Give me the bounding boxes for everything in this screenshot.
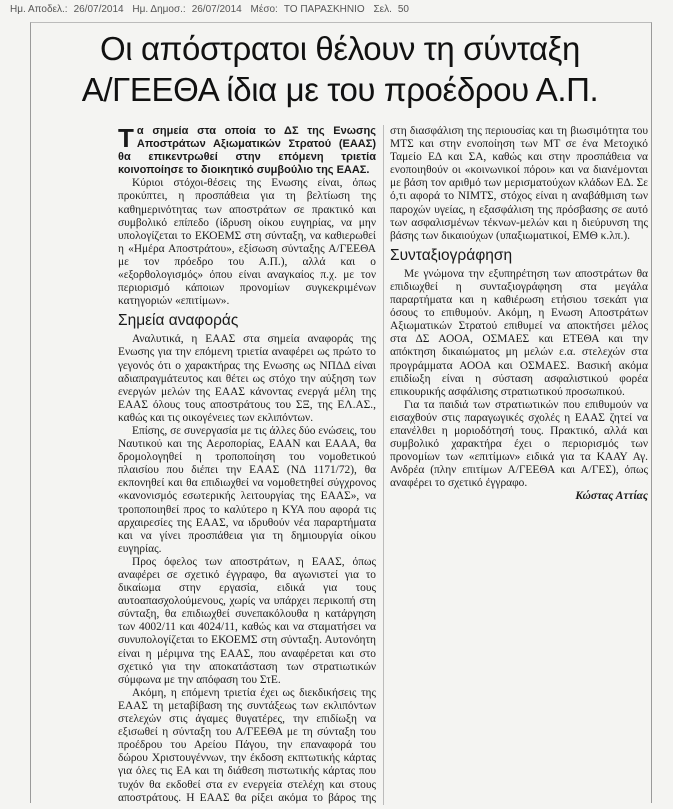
issue-label: Ημ. Δημοσ.:: [132, 4, 186, 15]
medium-label: Μέσο:: [250, 4, 278, 15]
published-label: Ημ. Αποδελ.:: [10, 4, 68, 15]
medium-name: ΤΟ ΠΑΡΑΣΚΗΝΙΟ: [283, 4, 365, 15]
lead-text: α σημεία στα οποία το ΔΣ της Ενωσης Αποστράτων Αξιωματικών Στρατού (ΕΑΑΣ) θα επικεντρωθεί στην επόμενη τριετία κοινοποίησε το διοικητικό συμβούλιο της ΕΑΑΣ.: [118, 125, 376, 177]
paragraph-7: Για τα παιδιά των στρατιωτικών που επιθυμούν να εισαχθούν στις παραγωγικές σχολές η ΕΑΑΣ ζητεί να επανέλθει η μοριοδότησή τους. Πρακτικό, αλλά και συμβολικό χαρακτήρα έχει ο περιορισμός των προνομίων των «επιτίμων» ειδικά για τα ΚΑΑΥ Αγ. Ανδρέα (πλην επιτίμων Α/ΓΕΕΘΑ και Α/ΓΕΣ), όπως αναφέρει το σχετικό έγγραφο.: [390, 398, 648, 490]
drop-cap: Τ: [118, 125, 134, 153]
paragraph-4: Προς όφελος των αποστράτων, η ΕΑΑΣ, όπως αναφέρει σε σχετικό έγγραφο, θα αγωνιστεί για το δικαίωμα στην εργασία, ειδικά για τους αυτοαπασχολούμενους, χωρίς να υπάρχει περικοπή στη σύνταξη, θα επιδιωχθεί συνεπακόλουθα η κατάργηση των 4002/11 και 4024/11, καθώς και να σταματήσει να συνυπολογίζεται το ΕΚΟΕΜΣ στη σύνταξη. Αυτονόητη είναι η μέριμνα της ΕΑΑΣ, που αναφέρεται και στο σχετικό για την αποκατάσταση των στρατιωτικών σύμφωνα με την απόφαση του ΣτΕ.: [118, 555, 376, 686]
paragraph-3: Επίσης, σε συνεργασία με τις άλλες δύο ενώσεις, του Ναυτικού και της Αεροπορίας, ΕΑΑΝ και ΕΑΑΑ, θα δρομολογηθεί η τροποποίηση του νομοθετικού πλαισίου που διέπει την ΕΑΑΣ (ΝΔ 1171/72), θα εκπονηθεί και θα επιδιωχθεί να νομοθετηθεί σύγχρονος «κανονισμός εσωτερικής λειτουργίας της ΕΑΑΣ», να τροποποιηθεί προς το καλύτερο η ΚΥΑ που αφορά τις αρχαιρεσίες της ΕΑΑΣ, να ιδρυθούν νέα παραρτήματα και να γίνει προσπάθεια για τη δημιουργία οίκου ευγηρίας.: [118, 424, 376, 555]
article-body: [118, 125, 648, 805]
article-lead: [118, 125, 376, 177]
paragraph-1: Κύριοι στόχοι-θέσεις της Ενωσης είναι, όπως προκύπτει, η προσπάθεια για τη βελτίωση της καθημερινότητας των αποστράτων σε πρακτικό και συμβολικό επίπεδο (ίδρυση οίκου ευγηρίας, να μην υπολογίζεται το ΕΚΟΕΜΣ στη σύνταξη, να καθιερωθεί η «Ημέρα Αποστράτου», εξίσωση σύνταξης Α/ΓΕΕΘΑ με τον πρόεδρο του Α.Π.), αλλά και ο «εξορθολογισμός» όπου είναι αναγκαίος π.χ. με τον περιορισμό κάποιων προνομίων συγκεκριμένων κατηγοριών «επιτίμων».: [118, 177, 376, 308]
paragraph-6: Με γνώμονα την εξυπηρέτηση των αποστράτων θα επιδιωχθεί η συνταξιογράφηση στα μεγάλα παραρτήματα και η καθιέρωση ετήσιου τσεκάπ για όσους το επιθυμούν. Ακόμη, η Ενωση Αποστράτων Αξιωματικών Στρατού επιθυμεί να αποκτήσει μέλος στα ΔΣ ΑΟΟΑ, ΟΣΜΑΕΣ και ΕΤΕΘΑ και την απόκτηση δικαιώματος μη μελών ε.α. στελεχών στα προγράμματα ΑΟΟΑ και ΟΣΜΑΕΣ. Βασική ακόμα επιδίωξη είναι η σύσταση ασφαλιστικού φορέα επικουρικής ασφάλισης στρατιωτικού προσωπικού.: [390, 267, 648, 398]
headline-line-2: Α/ΓΕΕΘΑ ίδια με του προέδρου Α.Π.: [81, 71, 599, 108]
paragraph-2: Αναλυτικά, η ΕΑΑΣ στα σημεία αναφοράς της Ενωσης για την επόμενη τριετία αναφέρει ως πρώτο το γεγονός ότι ο χαρακτήρας της Ενωσης ως ΝΠΔΔ είναι αδιαπραγμάτευτος και θέτει ως στόχο την αύξηση των ενεργών μελών της ΕΑΑΣ κάνοντας ενεργά μέλη της ΕΑΑΣ όλους τους αποστράτους του ΣΞ, της ΕΛ.ΑΣ., καθώς και τις οικογένειες των εκλιπόντων.: [118, 333, 376, 424]
subheading-reference-points: Σημεία αναφοράς: [118, 312, 239, 330]
author-byline: Κώστας Αττίας: [575, 490, 648, 503]
clipping-metadata: [0, 0, 673, 20]
issue-date: 26/07/2014: [191, 4, 242, 15]
page-number: 50: [397, 4, 409, 15]
subheading-pension-processing: Συνταξιογράφηση: [390, 246, 513, 264]
published-date: 26/07/2014: [73, 4, 124, 15]
paragraph-5: Ακόμη, η επόμενη τριετία έχει ως διεκδικήσεις της ΕΑΑΣ τη μεταβίβαση της συντάξεως των εκλιπόντων στελεχών στις άγαμες θυγατέρες, την επιδίωξη να εξισωθεί η σύνταξη του Α/ΓΕΕΘΑ με τη σύνταξη του προέδρου του Αρείου Πάγου, την επαναφορά του δώρου Χριστουγέννων, την έκδοση εκπτωτικής κάρτας για όλες τις ΕΑ και τη διάθεση πιστωτικής κάρτας που τυχόν θα εκδοθεί στα εν ενεργεία στελέχη και στους αποστράτους. Η ΕΑΑΣ θα ρίξει ακόμα το βάρος της στη διασφάλιση της περιουσίας και τη βιωσιμότητα του ΜΤΣ και στην ενοποίηση των ΜΤ σε ένα Μετοχικό Ταμείο ΕΔ και ΣΑ, καθώς και στην προσπάθεια να ενοποιηθούν οι «κοινωνικοί πόροι» και να διανέμονται με βάση τον αριθμό των μερισματούχων κλάδων ΕΔ. Σε ό,τι αφορά το ΝΙΜΤΣ, στόχος είναι η αναβάθμιση των παροχών υγείας, η εξασφάλιση της πρόσβασης σε αυτό των ασφαλισμένων τέκνων-μελών και η διεύρυνση της βάσης των δικαιούχων (υπαξιωματικοί, ΕΜΘ κ.λπ.).: [118, 125, 648, 804]
page-label: Σελ.: [373, 4, 392, 15]
article-headline: [30, 28, 650, 110]
headline-line-1: Οι απόστρατοι θέλουν τη σύνταξη: [99, 30, 581, 67]
